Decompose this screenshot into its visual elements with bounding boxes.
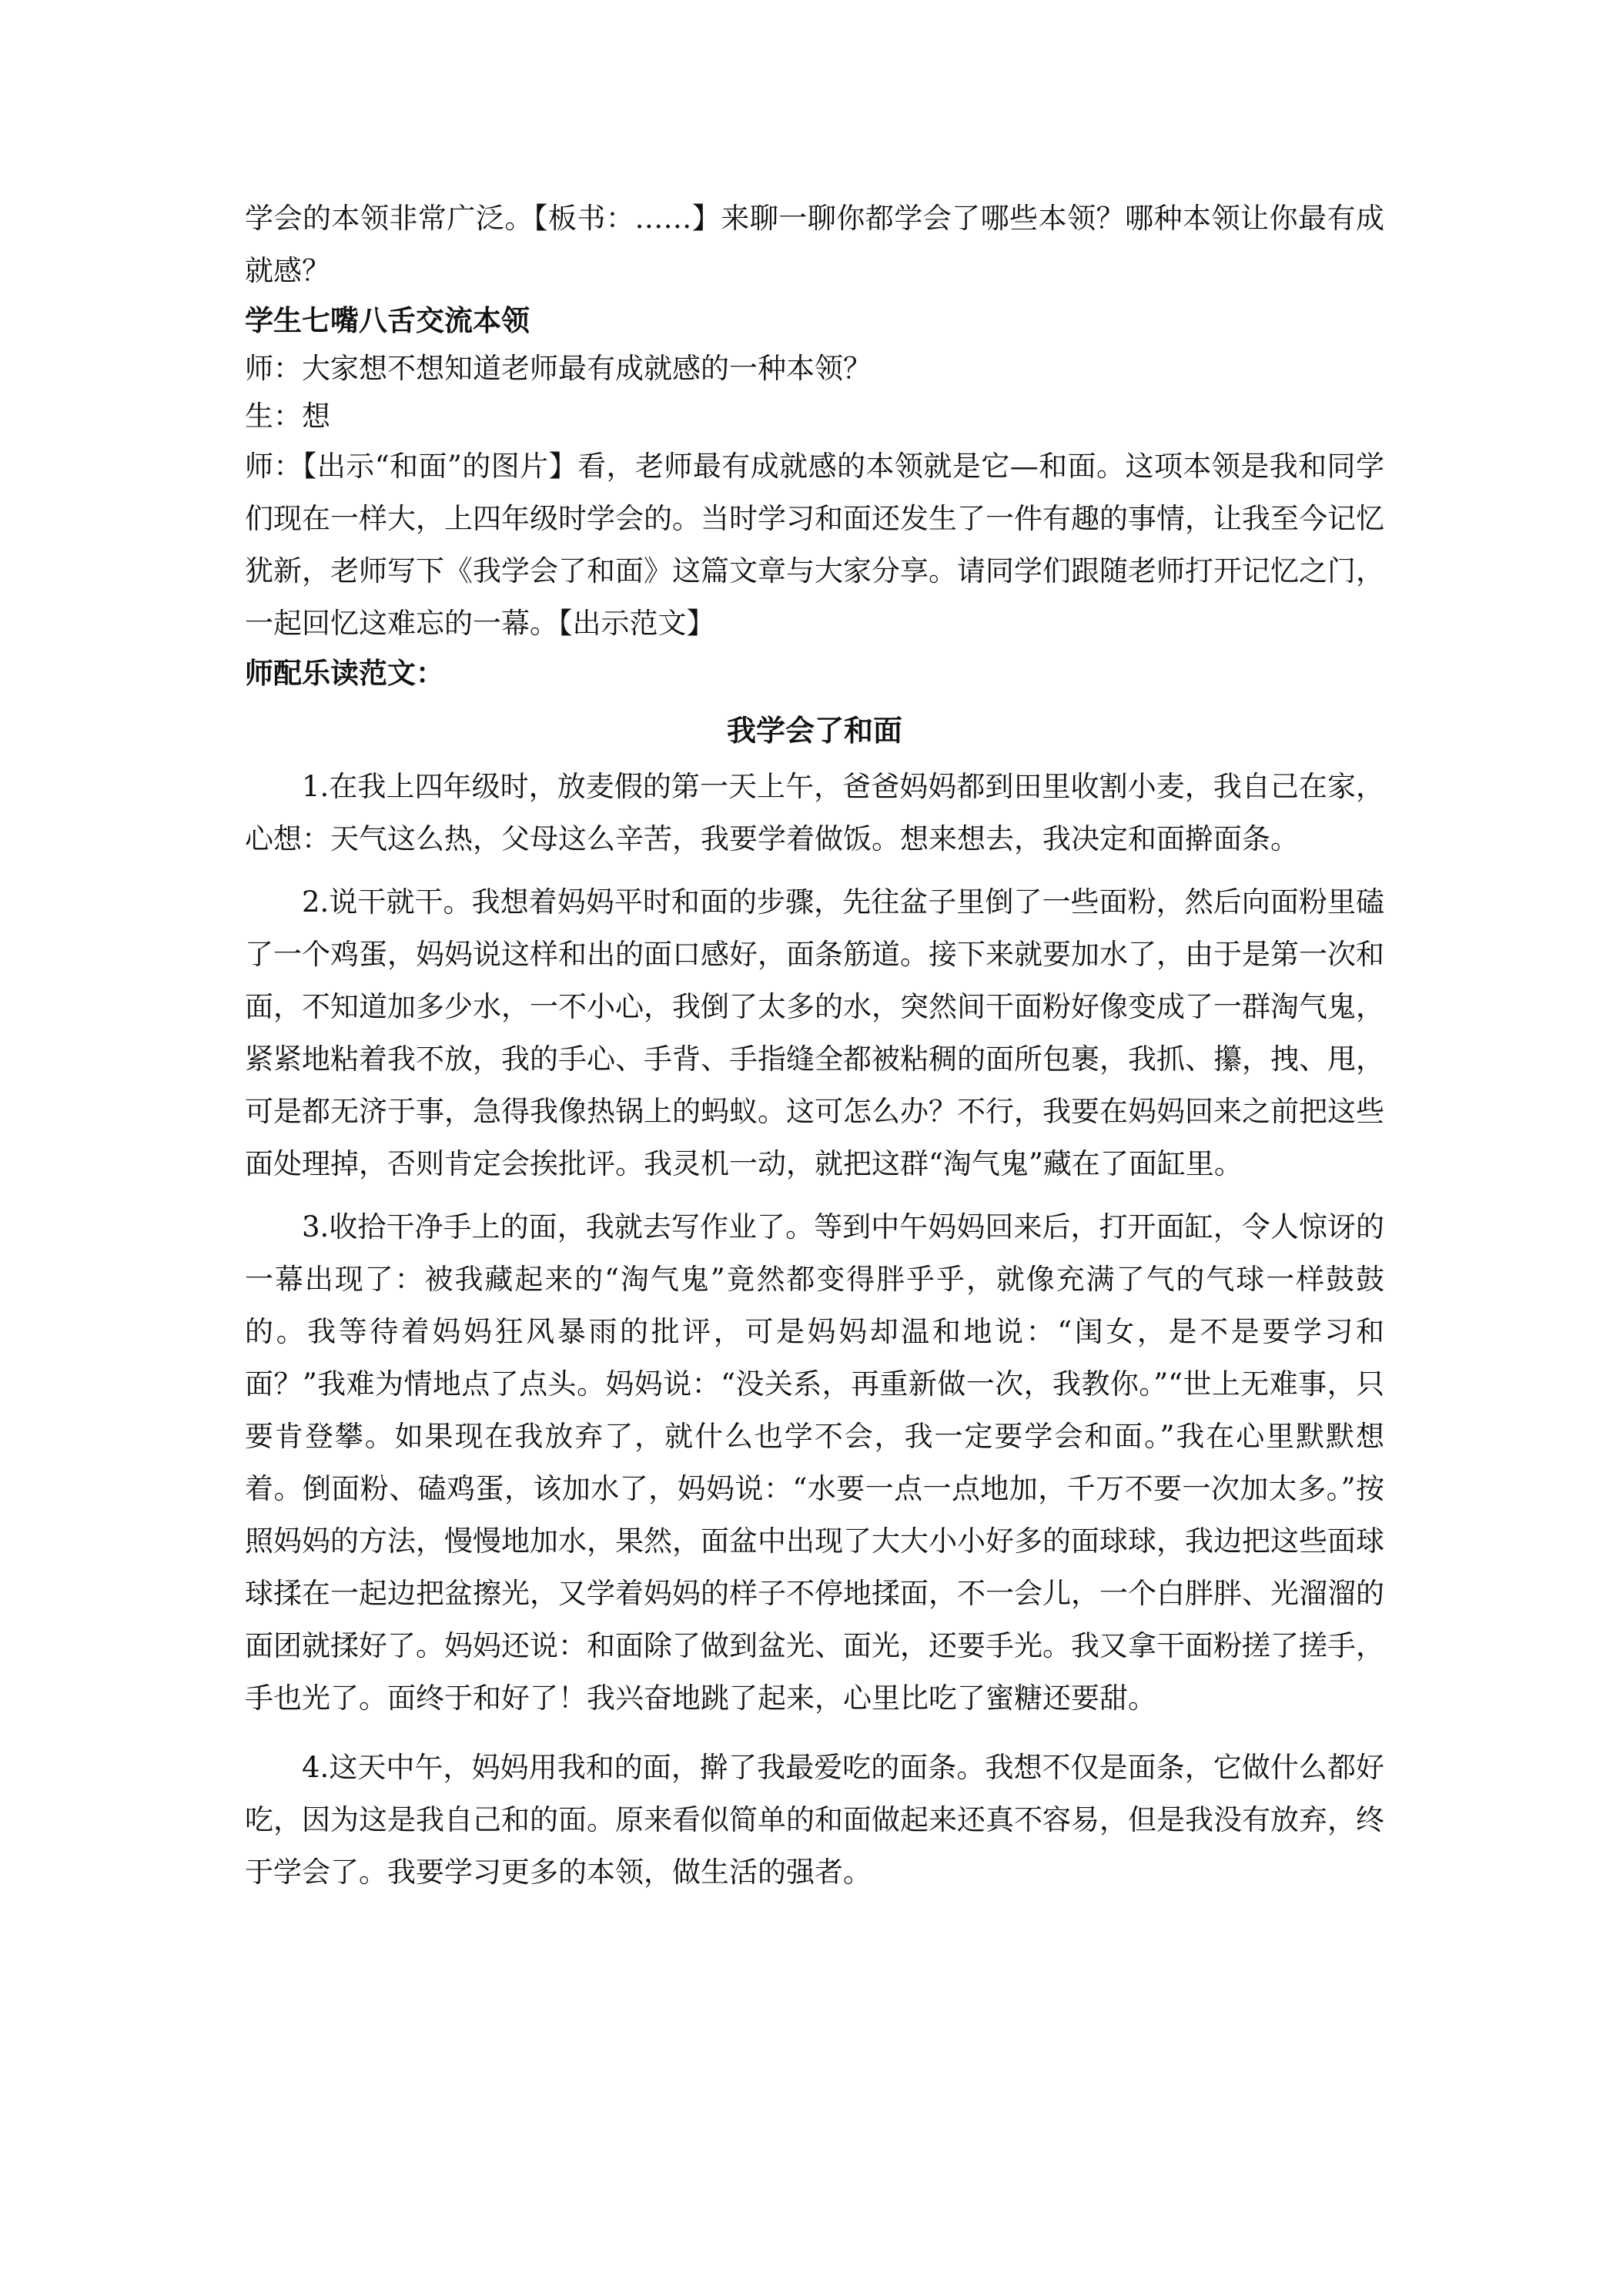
essay-paragraph-1: 1.在我上四年级时，放麦假的第一天上午，爸爸妈妈都到田里收割小麦，我自己在家，心想：天气这么热，父母这么辛苦，我要学着做饭。想来想去，我决定和面擀面条。 [245, 770, 1384, 855]
essay-title: 我学会了和面 [726, 714, 902, 748]
teacher-show-paragraph: 师：【出示“和面”的图片】看，老师最有成就感的本领就是它—和面。这项本领是我和同学们现在一样大，上四年级时学会的。当时学习和面还发生了一件有趣的事情，让我至今记忆犹新，老师写下《我学会了和面》这篇文章与大家分享。请同学们跟随老师打开记忆之门，一起回忆这难忘的一幕。【出示范文】 [245, 450, 1384, 640]
section-heading-exchange: 学生七嘴八舌交流本领 [245, 304, 530, 337]
section-heading-read: 师配乐读范文： [245, 657, 444, 690]
teacher-question: 师：大家想不想知道老师最有成就感的一种本领？ [245, 352, 872, 385]
intro-paragraph: 学会的本领非常广泛。【板书：……】来聊一聊你都学会了哪些本领？哪种本领让你最有成就感？ [245, 202, 1384, 287]
student-answer: 生：想 [245, 400, 330, 433]
essay-paragraph-2: 2.说干就干。我想着妈妈平时和面的步骤，先往盆子里倒了一些面粉，然后向面粉里磕了一个鸡蛋，妈妈说这样和出的面口感好，面条筋道。接下来就要加水了，由于是第一次和面，不知道加多少水，一不小心，我倒了太多的水，突然间干面粉好像变成了一群淘气鬼，紧紧地粘着我不放，我的手心、手背、手指缝全都被粘稠的面所包裹，我抓、攥，拽、甩，可是都无济于事，急得我像热锅上的蚂蚁。这可怎么办？不行，我要在妈妈回来之前把这些面处理掉，否则肯定会挨批评。我灵机一动，就把这群“淘气鬼”藏在了面缸里。 [245, 885, 1384, 1180]
essay-paragraph-4: 4.这天中午，妈妈用我和的面，擀了我最爱吃的面条。我想不仅是面条，它做什么都好吃，因为这是我自己和的面。原来看似简单的和面做起来还真不容易，但是我没有放弃，终于学会了。我要学习更多的本领，做生活的强者。 [245, 1751, 1384, 1889]
essay-paragraph-3: 3.收拾干净手上的面，我就去写作业了。等到中午妈妈回来后，打开面缸，令人惊讶的一幕出现了：被我藏起来的“淘气鬼”竟然都变得胖乎乎，就像充满了气的气球一样鼓鼓的。我等待着妈妈狂风暴雨的批评，可是妈妈却温和地说：“闺女，是不是要学习和面？”我难为情地点了点头。妈妈说：“没关系，再重新做一次，我教你。”“世上无难事，只要肯登攀。如果现在我放弃了，就什么也学不会，我一定要学会和面。”我在心里默默想着。倒面粉、磕鸡蛋，该加水了，妈妈说：“水要一点一点地加，千万不要一次加太多。”按照妈妈的方法，慢慢地加水，果然，面盆中出现了大大小小好多的面球球，我边把这些面球球揉在一起边把盆擦光，又学着妈妈的样子不停地揉面，不一会儿，一个白胖胖、光溜溜的面团就揉好了。妈妈还说：和面除了做到盆光、面光，还要手光。我又拿干面粉搓了搓手，手也光了。面终于和好了！我兴奋地跳了起来，心里比吃了蜜糖还要甜。 [245, 1210, 1384, 1715]
document-page [245, 192, 1384, 2164]
